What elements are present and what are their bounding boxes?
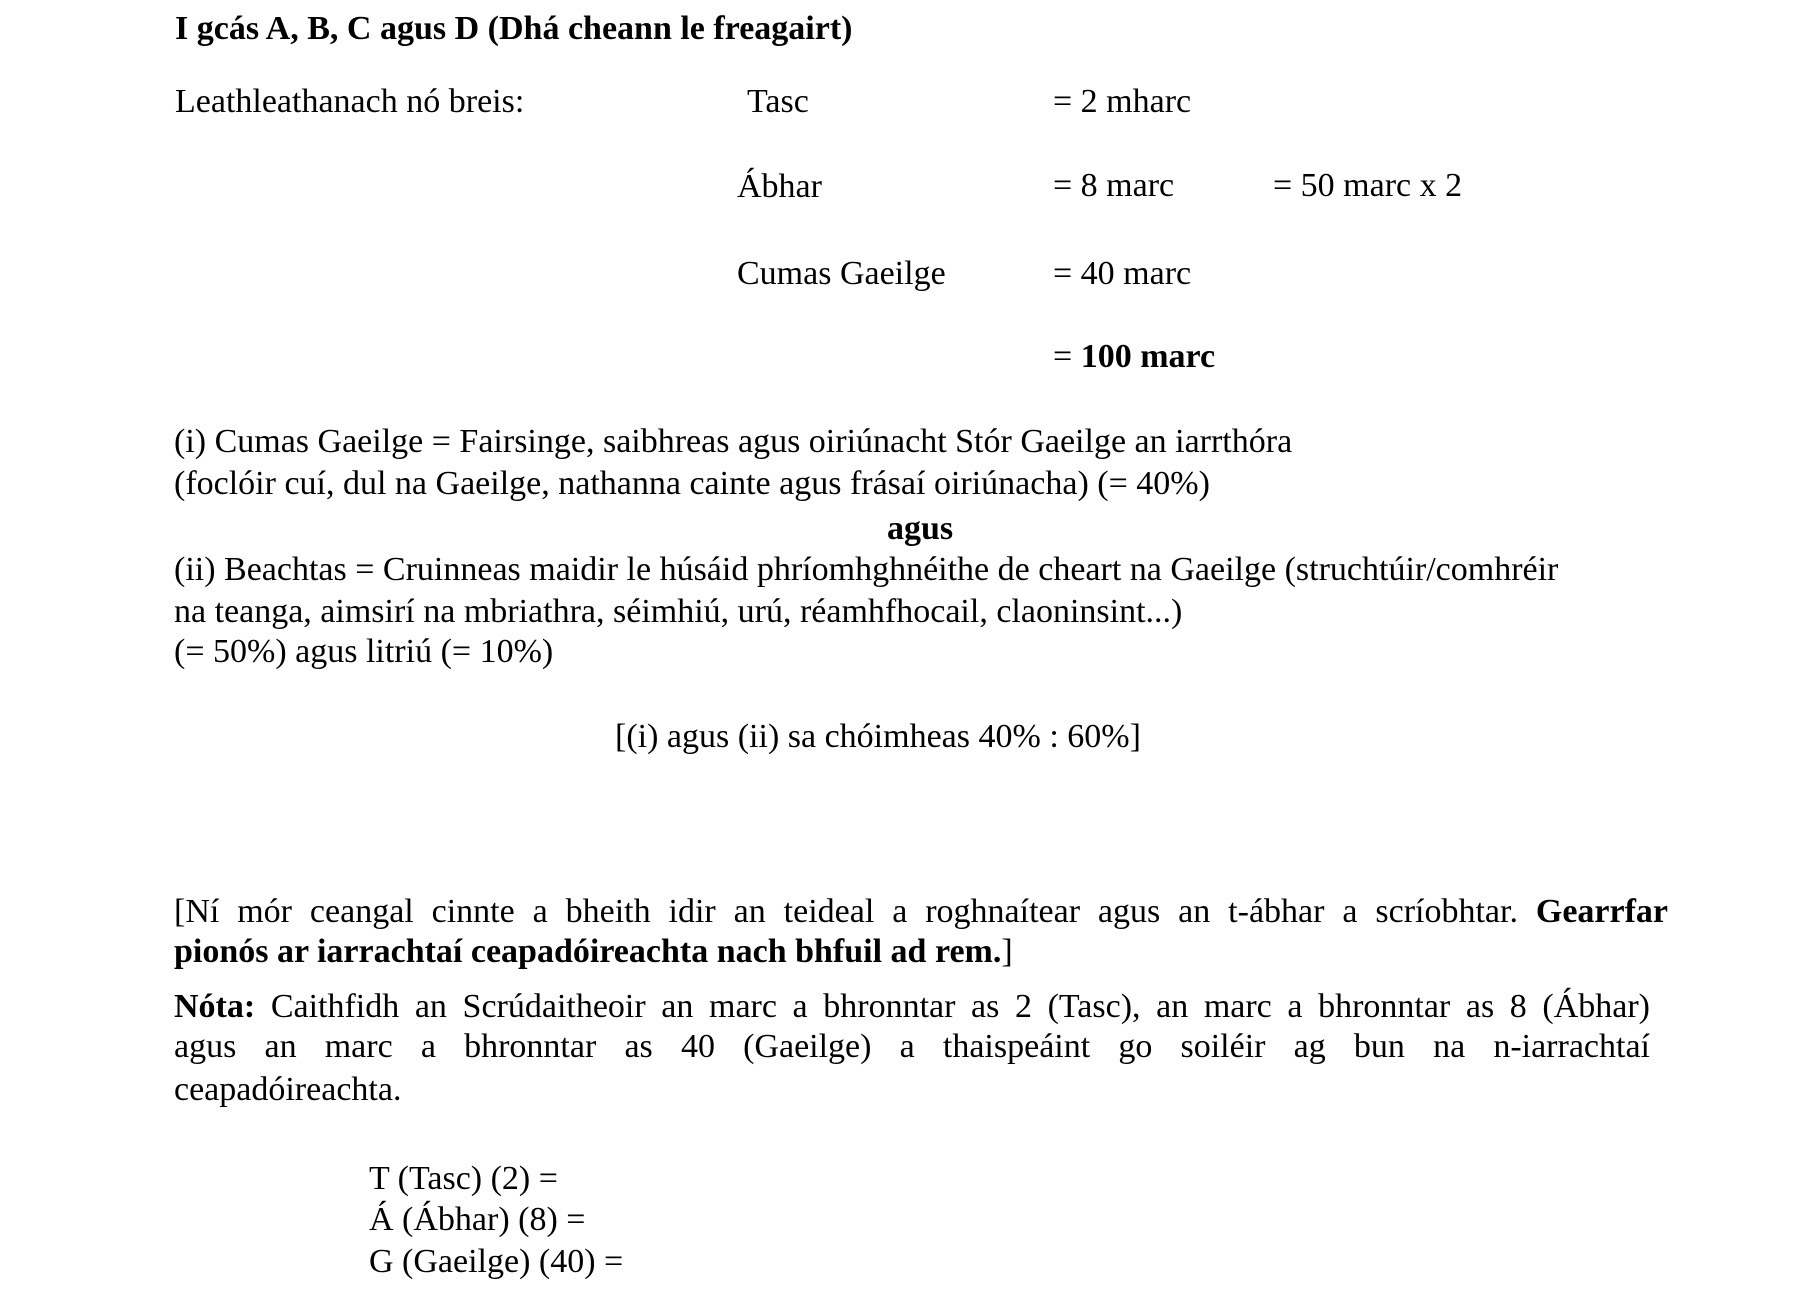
score-gaeilge: G (Gaeilge) (40) =: [369, 1243, 624, 1280]
criterion-cumas-gaeilge: Cumas Gaeilge: [737, 255, 946, 292]
criterion-abhar: Ábhar: [737, 168, 822, 205]
note-text-1: Caithfidh an Scrúdaitheoir an marc a bhronntar as 2 (Tasc), an marc a bhronntar as 8 (Ábhar): [270, 988, 1650, 1025]
criterion-i-line2: (foclóir cuí, dul na Gaeilge, nathanna cainte agus frásaí oiriúnacha) (= 40%): [174, 465, 1210, 502]
subtotal: = 50 marc x 2: [1273, 167, 1463, 204]
criterion-ii-line3: (= 50%) agus litriú (= 10%): [174, 633, 554, 670]
examiner-note-line3: ceapadóireachta.: [174, 1071, 402, 1108]
relevance-text: [Ní mór ceangal cinnte a bheith idir an teideal a roghnaítear agus an t-ábhar a scríobhtar.: [174, 893, 1518, 930]
length-label: Leathleathanach nó breis:: [175, 83, 525, 120]
relevance-line1: [174, 895, 1668, 929]
connector-agus: agus: [887, 510, 954, 547]
total-prefix: =: [1053, 338, 1081, 375]
relevance-line2: [174, 935, 1013, 969]
criterion-ii-line2: na teanga, aimsirí na mbriathra, séimhiú, urú, réamhfhocail, claoninsint...): [174, 593, 1183, 630]
examiner-note-line2: agus an marc a bhronntar as 40 (Gaeilge) a thaispeáint go soiléir ag bun na n-iarrachtaí: [174, 1028, 1650, 1065]
marks-abhar: = 8 marc: [1053, 167, 1175, 204]
score-tasc: T (Tasc) (2) =: [369, 1160, 558, 1197]
marks-cumas-gaeilge: = 40 marc: [1053, 255, 1192, 292]
relevance-penalty-start: Gearrfar: [1535, 893, 1669, 930]
note-label: Nóta:: [174, 988, 256, 1025]
criterion-tasc: Tasc: [747, 83, 809, 120]
section-heading: I gcás A, B, C agus D (Dhá cheann le freagairt): [175, 10, 853, 47]
total-value: 100 marc: [1080, 338, 1216, 375]
relevance-penalty-text: pionós ar iarrachtaí ceapadóireachta nach bhfuil ad rem.: [174, 933, 1002, 970]
marks-tasc: = 2 mharc: [1053, 83, 1192, 120]
closing-bracket: ]: [1001, 933, 1013, 970]
total-marks: [1053, 340, 1215, 374]
score-abhar: Á (Ábhar) (8) =: [369, 1201, 586, 1238]
examiner-note-line1: [174, 990, 1650, 1024]
criterion-ii-line1: (ii) Beachtas = Cruinneas maidir le húsáid phríomhghnéithe de cheart na Gaeilge (struchtúir/comhréir: [174, 551, 1559, 588]
criterion-i-line1: (i) Cumas Gaeilge = Fairsinge, saibhreas agus oiriúnacht Stór Gaeilge an iarrthóra: [174, 423, 1293, 460]
ratio-note: [(i) agus (ii) sa chóimheas 40% : 60%]: [615, 718, 1141, 755]
